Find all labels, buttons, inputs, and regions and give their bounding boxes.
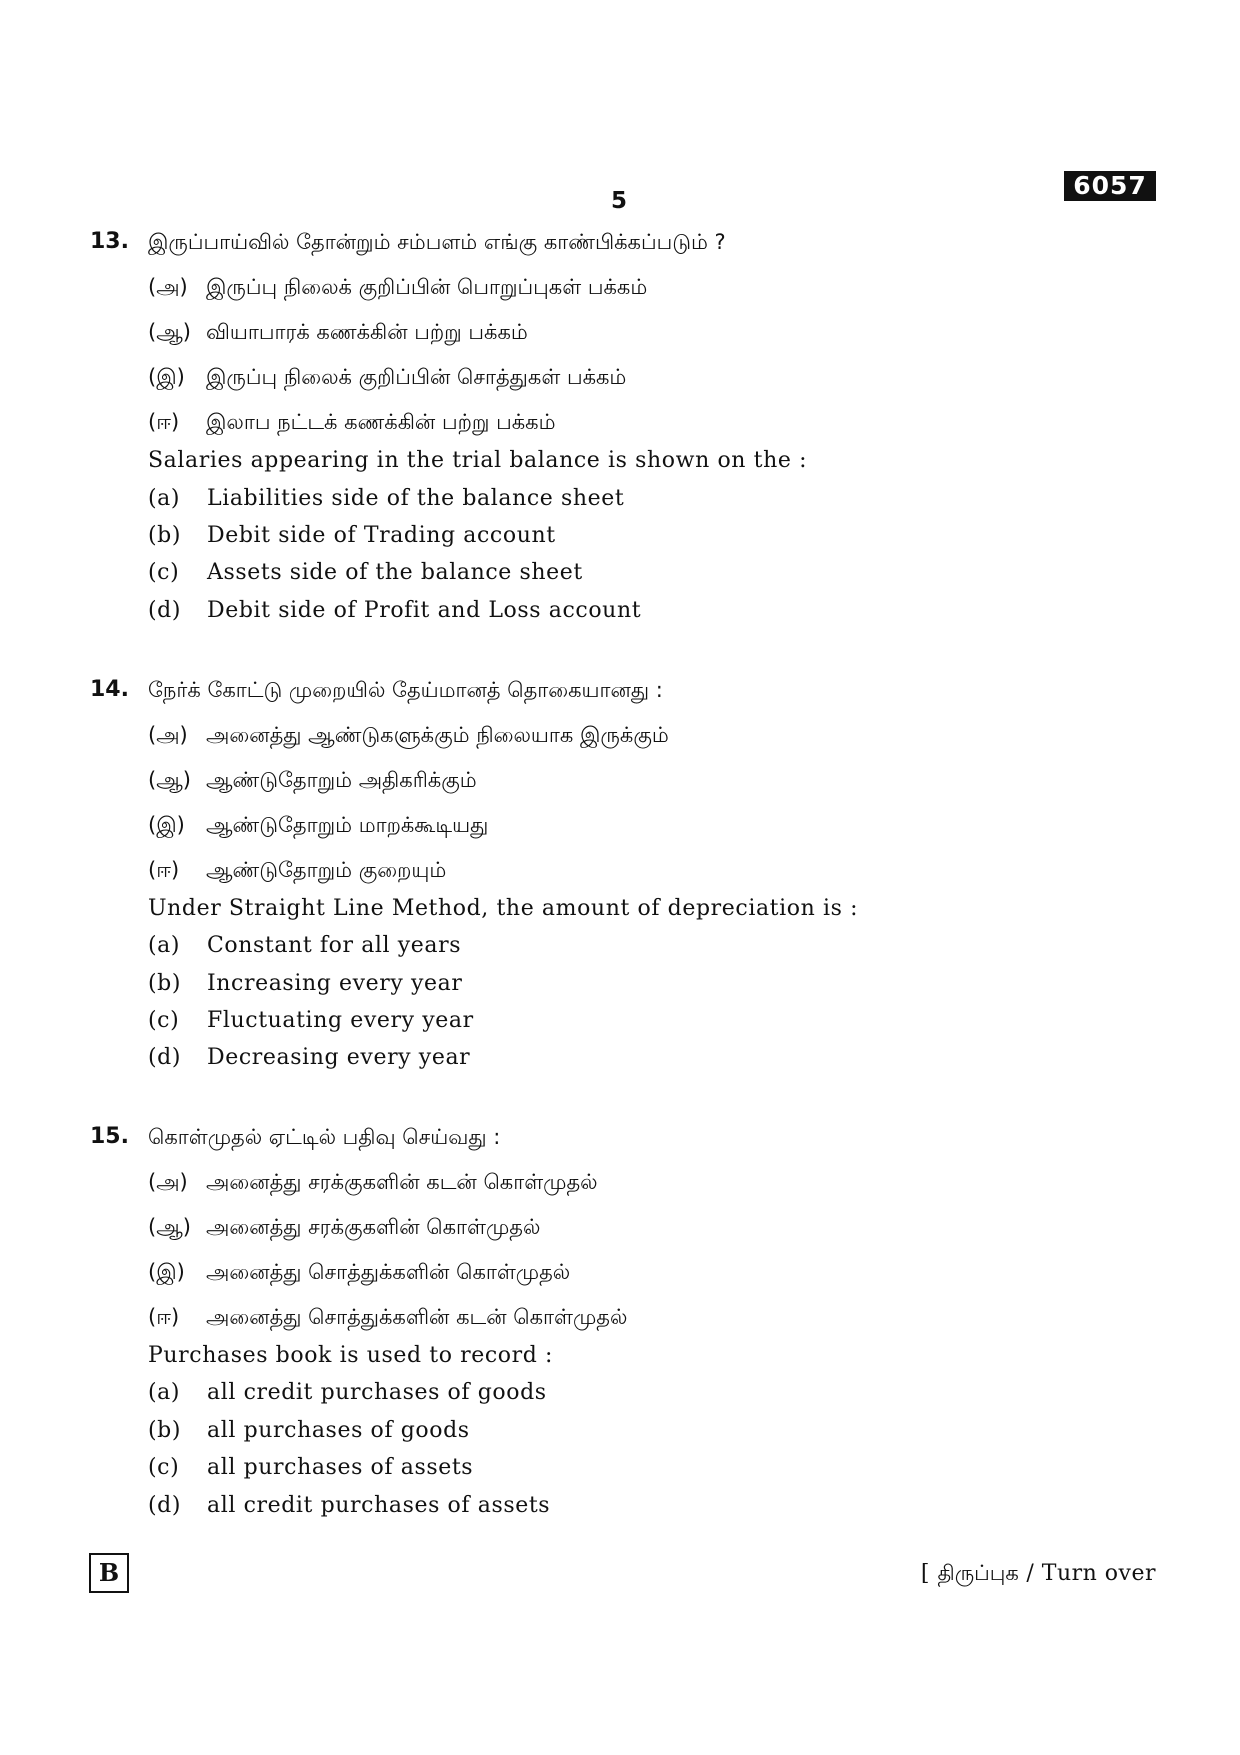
option-label: (b)	[148, 1418, 182, 1443]
tamil-option	[148, 855, 446, 885]
option-label: (a)	[148, 933, 181, 958]
option-label: (c)	[148, 560, 180, 585]
option-label: (ஆ)	[148, 768, 191, 792]
english-option	[148, 484, 624, 514]
option-label: (d)	[148, 1045, 182, 1070]
option-label: (ஈ)	[148, 1305, 180, 1329]
option-label: (அ)	[148, 723, 188, 747]
turn-over-bracket: [	[920, 1561, 938, 1586]
option-text: Decreasing every year	[207, 1045, 471, 1070]
option-label: (ஆ)	[148, 1215, 191, 1239]
option-label: (c)	[148, 1455, 180, 1480]
option-text: all credit purchases of assets	[207, 1493, 551, 1518]
question-paper-series-box: B	[89, 1553, 129, 1593]
option-text: Debit side of Profit and Loss account	[207, 598, 642, 623]
option-label: (a)	[148, 486, 181, 511]
tamil-option	[148, 1212, 540, 1242]
english-option	[148, 596, 641, 626]
tamil-option	[148, 810, 488, 840]
option-label: (a)	[148, 1380, 181, 1405]
turn-over-english: Turn over	[1041, 1561, 1156, 1586]
tamil-question-text: கொள்முதல் ஏட்டில் பதிவு செய்வது :	[148, 1125, 501, 1149]
option-label: (ஆ)	[148, 320, 191, 344]
question-number: 15.	[90, 1124, 129, 1149]
tamil-option	[148, 362, 626, 392]
option-text: அனைத்து சொத்துக்களின் கொள்முதல்	[206, 1260, 571, 1284]
option-text: Fluctuating every year	[207, 1008, 474, 1033]
tamil-question-text: நேர்க் கோட்டு முறையில் தேய்மானத் தொகையானது :	[148, 678, 663, 702]
turn-over-note	[921, 1558, 1156, 1589]
option-label: (இ)	[148, 1260, 185, 1284]
option-text: அனைத்து சரக்குகளின் கடன் கொள்முதல்	[206, 1170, 598, 1194]
turn-over-separator: /	[1018, 1561, 1042, 1586]
option-label: (ஈ)	[148, 410, 180, 434]
option-label: (d)	[148, 598, 182, 623]
question-number: 14.	[90, 677, 129, 702]
option-text: அனைத்து சரக்குகளின் கொள்முதல்	[206, 1215, 541, 1239]
option-text: வியாபாரக் கணக்கின் பற்று பக்கம்	[206, 320, 528, 344]
english-option	[148, 1491, 550, 1521]
tamil-option	[148, 1302, 627, 1332]
english-option	[148, 931, 461, 961]
tamil-option	[148, 407, 556, 437]
option-label: (b)	[148, 971, 182, 996]
option-text: ஆண்டுதோறும் குறையும்	[206, 858, 447, 882]
option-label: (c)	[148, 1008, 180, 1033]
option-text: Assets side of the balance sheet	[207, 560, 583, 585]
english-option	[148, 1453, 473, 1483]
option-text: அனைத்து சொத்துக்களின் கடன் கொள்முதல்	[206, 1305, 628, 1329]
english-question-text: Purchases book is used to record :	[148, 1343, 554, 1368]
option-label: (அ)	[148, 275, 188, 299]
option-text: ஆண்டுதோறும் அதிகரிக்கும்	[206, 768, 477, 792]
tamil-option	[148, 272, 647, 302]
english-option	[148, 969, 463, 999]
option-label: (d)	[148, 1493, 182, 1518]
english-option	[148, 1043, 470, 1073]
tamil-question-text: இருப்பாய்வில் தோன்றும் சம்பளம் எங்கு காண்பிக்கப்படும் ?	[148, 230, 726, 254]
option-text: Constant for all years	[207, 933, 462, 958]
english-option	[148, 558, 583, 588]
option-text: all purchases of goods	[207, 1418, 470, 1443]
english-option	[148, 1378, 547, 1408]
option-text: all credit purchases of goods	[207, 1380, 547, 1405]
english-option	[148, 521, 556, 551]
option-text: Increasing every year	[207, 971, 463, 996]
turn-over-tamil: திருப்புக	[937, 1561, 1019, 1585]
option-text: ஆண்டுதோறும் மாறக்கூடியது	[206, 813, 489, 837]
english-question-text: Under Straight Line Method, the amount of depreciation is :	[148, 896, 859, 921]
option-text: இருப்பு நிலைக் குறிப்பின் சொத்துகள் பக்கம்	[206, 365, 627, 389]
option-text: Debit side of Trading account	[207, 523, 556, 548]
english-option	[148, 1416, 470, 1446]
paper-code: 6057	[1064, 171, 1156, 201]
option-label: (இ)	[148, 365, 185, 389]
option-text: all purchases of assets	[207, 1455, 474, 1480]
tamil-option	[148, 1167, 598, 1197]
option-label: (அ)	[148, 1170, 188, 1194]
tamil-option	[148, 317, 528, 347]
question-number: 13.	[90, 229, 129, 254]
option-text: அனைத்து ஆண்டுகளுக்கும் நிலையாக இருக்கும்	[206, 723, 669, 747]
option-label: (b)	[148, 523, 182, 548]
option-label: (ஈ)	[148, 858, 180, 882]
option-text: Liabilities side of the balance sheet	[207, 486, 625, 511]
option-text: இலாப நட்டக் கணக்கின் பற்று பக்கம்	[206, 410, 556, 434]
tamil-option	[148, 720, 669, 750]
tamil-option	[148, 1257, 570, 1287]
option-text: இருப்பு நிலைக் குறிப்பின் பொறுப்புகள் பக்கம்	[206, 275, 648, 299]
option-label: (இ)	[148, 813, 185, 837]
english-question-text: Salaries appearing in the trial balance is shown on the :	[148, 448, 808, 473]
page-number: 5	[610, 188, 627, 214]
tamil-option	[148, 765, 477, 795]
english-option	[148, 1006, 474, 1036]
